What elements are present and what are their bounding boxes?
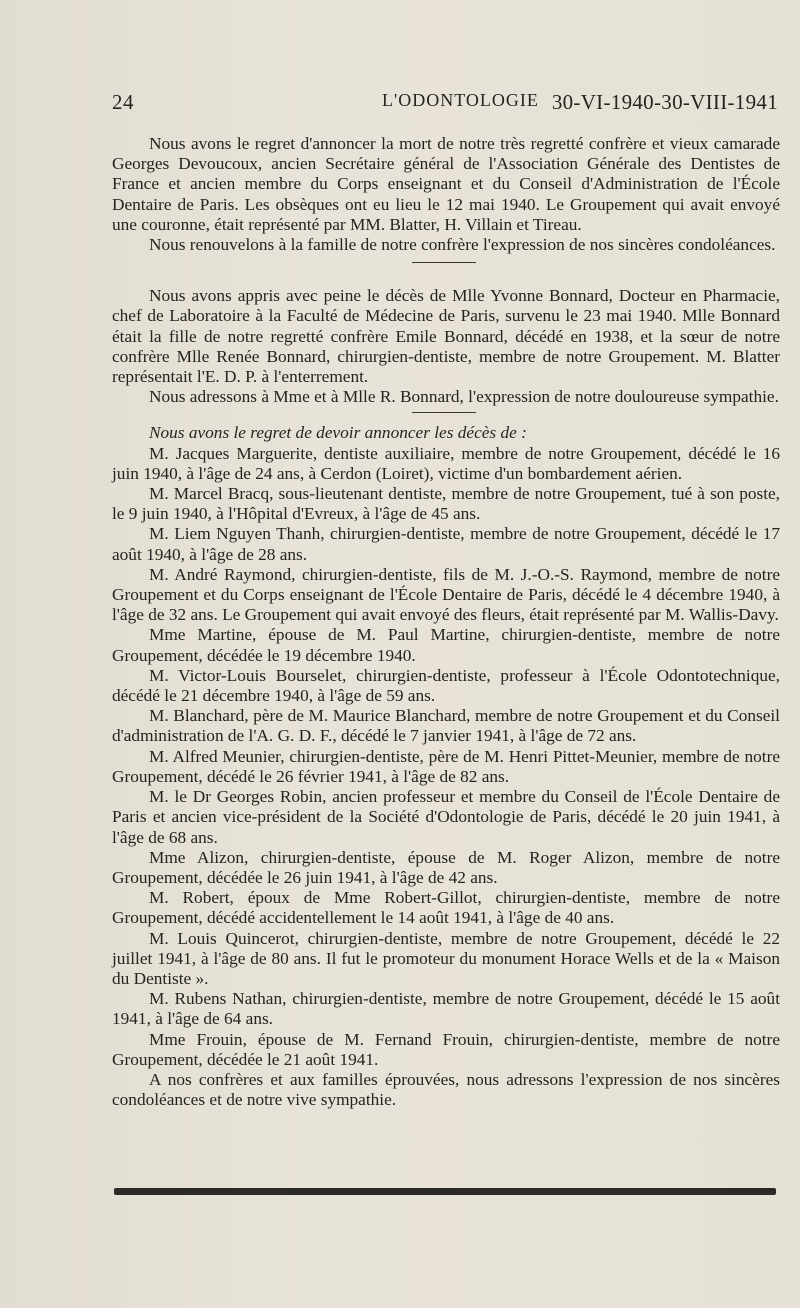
- obituary-entry: Mme Martine, épouse de M. Paul Martine, chirurgien-dentiste, membre de notre Groupement, décédée le 19 décembre 1940.: [112, 625, 780, 665]
- closing-condolences: A nos confrères et aux familles éprouvées, nous adressons l'expression de nos sincères condoléances et de notre vive sympathie.: [112, 1069, 780, 1110]
- obituary-entry: M. Marcel Bracq, sous-lieutenant dentiste, membre de notre Groupement, tué à son poste, le 9 juin 1940, à l'Hôpital d'Evreux, à l'âge de 45 ans.: [112, 484, 780, 524]
- decorative-footer-band: [114, 1188, 776, 1195]
- obituary-entry: M. Jacques Marguerite, dentiste auxiliaire, membre de notre Groupement, décédé le 16 juin 1940, à l'âge de 24 ans, à Cerdon (Loiret), victime d'un bombardement aérien.: [112, 443, 780, 483]
- issue-date-range: 30-VI-1940-30-VIII-1941: [551, 90, 778, 114]
- obituary-entry: M. Rubens Nathan, chirurgien-dentiste, membre de notre Groupement, décédé le 15 août 1941, à l'âge de 64 ans.: [112, 989, 780, 1029]
- paragraph-sympathy-bonnard: Nous adressons à Mme et à Mlle R. Bonnard, l'expression de notre douloureuse sympathie.: [149, 387, 779, 407]
- running-header: [112, 90, 778, 118]
- obituary-entry: M. Victor-Louis Bourselet, chirurgien-dentiste, professeur à l'École Odontotechnique, décédé le 21 décembre 1940, à l'âge de 59 ans.: [112, 665, 780, 706]
- obituary-entry: Mme Frouin, épouse de M. Fernand Frouin, chirurgien-dentiste, membre de notre Groupement, décédée le 21 août 1941.: [112, 1029, 780, 1069]
- obituary-entry: M. Robert, époux de Mme Robert-Gillot, chirurgien-dentiste, membre de notre Groupement, décédé accidentellement le 14 août 1941, à l'âge de 40 ans.: [112, 888, 780, 928]
- paragraph-devoucoux: Nous avons le regret d'annoncer la mort de notre très regretté confrère et vieux camarade Georges Devoucoux, ancien Secrétaire général de l'Association Générale des Dentistes de France et ancien membre du Corps enseignant et du Conseil d'Administration de l'École Dentaire de Paris. Les obsèques ont eu lieu le 12 mai 1940. Le Groupement qui avait envoyé une couronne, était représenté par MM. Blatter, H. Villain et Tireau.: [112, 134, 780, 234]
- obituary-list-intro: Nous avons le regret de devoir annoncer les décès de :: [149, 423, 527, 443]
- section-divider: [412, 262, 476, 263]
- journal-title: L'ODONTOLOGIE: [382, 90, 539, 110]
- obituary-entry: Mme Alizon, chirurgien-dentiste, épouse de M. Roger Alizon, membre de notre Groupement, décédée le 26 juin 1941, à l'âge de 42 ans.: [112, 847, 780, 887]
- section-divider: [412, 412, 476, 413]
- obituary-entry: M. André Raymond, chirurgien-dentiste, fils de M. J.-O.-S. Raymond, membre de notre Groupement et du Corps enseignant de l'École Dentaire de Paris, décédé le 4 décembre 1940, à l'âge de 32 ans. Le Groupement qui avait envoyé des fleurs, était représenté par M. Wallis-Davy.: [112, 564, 780, 625]
- obituary-entry: M. Alfred Meunier, chirurgien-dentiste, père de M. Henri Pittet-Meunier, membre de notre Groupement, décédé le 26 février 1941, à l'âge de 82 ans.: [112, 746, 780, 786]
- page-number: 24: [112, 90, 134, 114]
- obituary-entry: M. Liem Nguyen Thanh, chirurgien-dentiste, membre de notre Groupement, décédé le 17 août 1940, à l'âge de 28 ans.: [112, 524, 780, 564]
- paragraph-condolences-1: Nous renouvelons à la famille de notre confrère l'expression de nos sincères condoléances.: [149, 235, 776, 255]
- paragraph-bonnard: Nous avons appris avec peine le décès de Mlle Yvonne Bonnard, Docteur en Pharmacie, chef de Laboratoire à la Faculté de Médecine de Paris, survenu le 23 mai 1940. Mlle Bonnard était la fille de notre regretté confrère Emile Bonnard, décédé en 1938, et la sœur de notre confrère Mlle Renée Bonnard, chirurgien-dentiste, membre de notre Groupement. M. Blatter représentait l'E. D. P. à l'enterrement.: [112, 286, 780, 387]
- obituary-entry: M. Louis Quincerot, chirurgien-dentiste, membre de notre Groupement, décédé le 22 juillet 1941, à l'âge de 80 ans. Il fut le promoteur du monument Horace Wells et de la « Maison du Dentiste ».: [112, 928, 780, 988]
- article-body: [112, 134, 780, 1110]
- obituary-entry: M. le Dr Georges Robin, ancien professeur et membre du Conseil de l'École Dentaire de Paris et ancien vice-président de la Société d'Odontologie de Paris, décédé le 20 juin 1941, à l'âge de 68 ans.: [112, 787, 780, 847]
- obituary-entry: M. Blanchard, père de M. Maurice Blanchard, membre de notre Groupement et du Conseil d'administration de l'A. G. D. F., décédé le 7 janvier 1941, à l'âge de 72 ans.: [112, 706, 780, 746]
